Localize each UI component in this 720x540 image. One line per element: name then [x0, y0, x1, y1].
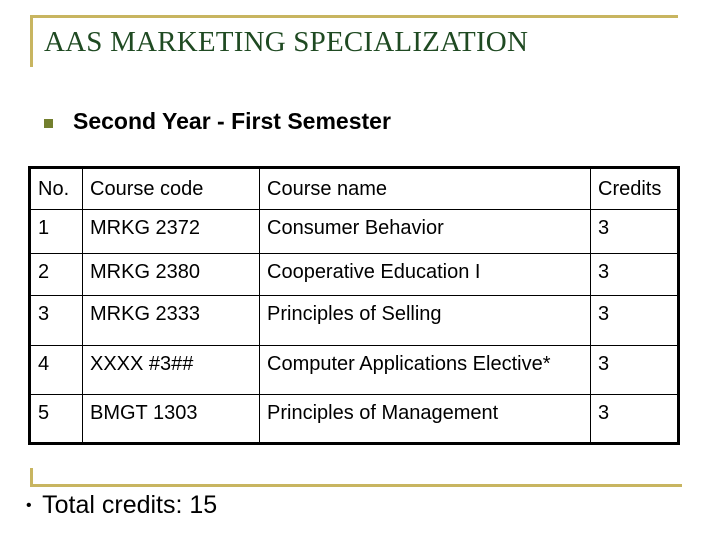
table-row	[30, 346, 679, 395]
cell-course-code: MRKG 2380	[83, 254, 260, 296]
cell-course-code: XXXX #3##	[83, 346, 260, 395]
header-credits: Credits	[591, 168, 679, 210]
header-course-code: Course code	[83, 168, 260, 210]
cell-course-code: MRKG 2372	[83, 210, 260, 254]
table-row	[30, 395, 679, 444]
bottom-decorative-rule	[30, 484, 682, 487]
cell-credits: 3	[591, 296, 679, 346]
cell-course-name: Principles of Selling	[260, 296, 591, 346]
cell-no: 4	[30, 346, 83, 395]
course-table	[28, 166, 680, 445]
cell-no: 3	[30, 296, 83, 346]
cell-course-code: BMGT 1303	[83, 395, 260, 444]
cell-no: 2	[30, 254, 83, 296]
cell-credits: 3	[591, 254, 679, 296]
top-decorative-rule	[30, 15, 678, 18]
cell-course-code: MRKG 2333	[83, 296, 260, 346]
cell-course-name: Computer Applications Elective*	[260, 346, 591, 395]
table-header-row	[30, 168, 679, 210]
slide-title: AAS MARKETING SPECIALIZATION	[44, 26, 529, 58]
total-credits-item	[26, 491, 217, 520]
cell-course-name: Principles of Management	[260, 395, 591, 444]
square-bullet-icon	[44, 119, 53, 128]
header-course-name: Course name	[260, 168, 591, 210]
table-row	[30, 210, 679, 254]
cell-no: 5	[30, 395, 83, 444]
subtitle-bullet-item	[44, 108, 391, 135]
total-credits-text: Total credits: 15	[42, 491, 218, 519]
cell-course-name: Cooperative Education I	[260, 254, 591, 296]
round-bullet-icon: •	[26, 497, 32, 514]
cell-credits: 3	[591, 346, 679, 395]
slide-subtitle: Second Year - First Semester	[73, 108, 391, 134]
table-row	[30, 254, 679, 296]
cell-credits: 3	[591, 210, 679, 254]
header-no: No.	[30, 168, 83, 210]
left-decorative-rule	[30, 15, 33, 67]
cell-credits: 3	[591, 395, 679, 444]
table-row	[30, 296, 679, 346]
cell-course-name: Consumer Behavior	[260, 210, 591, 254]
cell-no: 1	[30, 210, 83, 254]
